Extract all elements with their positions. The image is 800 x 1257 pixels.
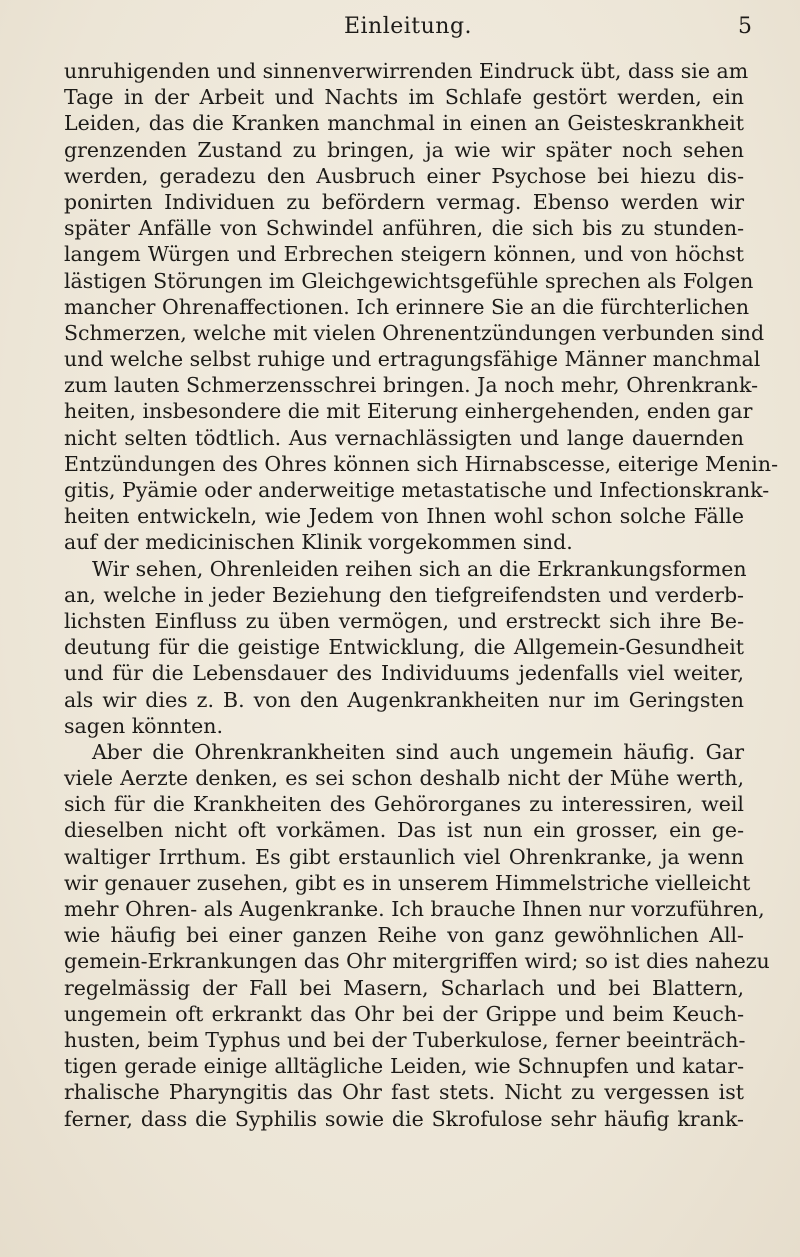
text-line: tigen gerade einige alltägliche Leiden, wie Schnupfen und katar- <box>64 1054 744 1079</box>
text-line: ferner, dass die Syphilis sowie die Skrofulose sehr häufig krank- <box>64 1106 744 1131</box>
text-line: gemein-Erkrankungen das Ohr mitergriffen wird; so ist dies nahezu <box>64 949 770 974</box>
text-line: nicht selten tödtlich. Aus vernachlässigten und lange dauernden <box>64 425 744 450</box>
text-line: dieselben nicht oft vorkämen. Das ist nun ein grosser, ein ge- <box>64 818 744 843</box>
text-line: Tage in der Arbeit und Nachts im Schlafe gestört werden, ein <box>64 85 744 110</box>
text-line: grenzenden Zustand zu bringen, ja wie wir später noch sehen <box>64 137 744 162</box>
text-line: langem Würgen und Erbrechen steigern können, und von höchst <box>64 242 744 267</box>
text-line: Entzündungen des Ohres können sich Hirnabscesse, eiterige Menin- <box>64 451 778 476</box>
text-line: waltiger Irrthum. Es gibt erstaunlich viel Ohrenkranke, ja wenn <box>64 844 744 869</box>
text-line: deutung für die geistige Entwicklung, die Allgemein-Gesundheit <box>64 635 744 660</box>
text-line: viele Aerzte denken, es sei schon deshalb nicht der Mühe werth, <box>64 766 744 791</box>
text-line: mehr Ohren- als Augenkranke. Ich brauche Ihnen nur vorzuführen, <box>64 897 765 921</box>
body-text <box>64 58 778 1132</box>
text-line: ponirten Individuen zu befördern vermag. Ebenso werden wir <box>64 189 744 214</box>
paragraph-start-line: Aber die Ohrenkrankheiten sind auch ungemein häufig. Gar <box>92 739 744 764</box>
text-line: und welche selbst ruhige und ertragungsfähige Männer manchmal <box>64 347 761 372</box>
paragraph-end-line: sagen könnten. <box>64 713 223 738</box>
text-line: an, welche in jeder Beziehung den tiefgreifendsten und verderb- <box>64 582 744 607</box>
text-line: als wir dies z. B. von den Augenkrankheiten nur im Geringsten <box>64 687 744 712</box>
text-line: husten, beim Typhus und bei der Tuberkulose, ferner beeinträch- <box>64 1027 746 1052</box>
text-line: heiten, insbesondere die mit Eiterung einhergehenden, enden gar <box>64 399 753 424</box>
text-line: gitis, Pyämie oder anderweitige metastatische und Infectionskrank- <box>64 478 770 502</box>
paragraph-end-line: auf der medicinischen Klinik vorgekommen sind. <box>64 530 573 555</box>
text-line: werden, geradezu den Ausbruch einer Psychose bei hiezu dis- <box>64 163 744 188</box>
text-line: regelmässig der Fall bei Masern, Scharlach und bei Blattern, <box>64 975 744 1000</box>
text-line: wie häufig bei einer ganzen Reihe von ganz gewöhnlichen All- <box>64 923 744 948</box>
text-line: lichsten Einfluss zu üben vermögen, und erstreckt sich ihre Be- <box>64 608 744 633</box>
paragraph-start-line: Wir sehen, Ohrenleiden reihen sich an die Erkrankungsformen <box>92 556 747 581</box>
text-line: heiten entwickeln, wie Jedem von Ihnen wohl schon solche Fälle <box>64 504 744 529</box>
page-number: 5 <box>738 14 752 39</box>
text-line: ungemein oft erkrankt das Ohr bei der Grippe und beim Keuch- <box>64 1001 744 1026</box>
text-line: Schmerzen, welche mit vielen Ohrenentzündungen verbunden sind <box>64 320 765 345</box>
text-line: sich für die Krankheiten des Gehörorganes zu interessiren, weil <box>64 792 744 817</box>
text-line: zum lauten Schmerzensschrei bringen. Ja noch mehr, Ohrenkrank- <box>64 373 758 398</box>
page-header <box>64 14 752 44</box>
running-title: Einleitung. <box>343 14 473 39</box>
text-line: und für die Lebensdauer des Individuums jedenfalls viel weiter, <box>64 661 744 686</box>
text-line: unruhigenden und sinnenverwirrenden Eindruck übt, dass sie am <box>64 59 749 83</box>
text-line: später Anfälle von Schwindel anführen, die sich bis zu stunden- <box>64 216 744 241</box>
text-line: wir genauer zusehen, gibt es in unserem Himmelstriche vielleicht <box>64 870 751 895</box>
text-line: mancher Ohrenaffectionen. Ich erinnere Sie an die fürchterlichen <box>64 294 750 319</box>
text-line: lästigen Störungen im Gleichgewichtsgefühle sprechen als Folgen <box>64 268 754 293</box>
text-line: rhalische Pharyngitis das Ohr fast stets. Nicht zu vergessen ist <box>64 1080 744 1105</box>
text-line: Leiden, das die Kranken manchmal in einen an Geisteskrankheit <box>64 111 744 136</box>
